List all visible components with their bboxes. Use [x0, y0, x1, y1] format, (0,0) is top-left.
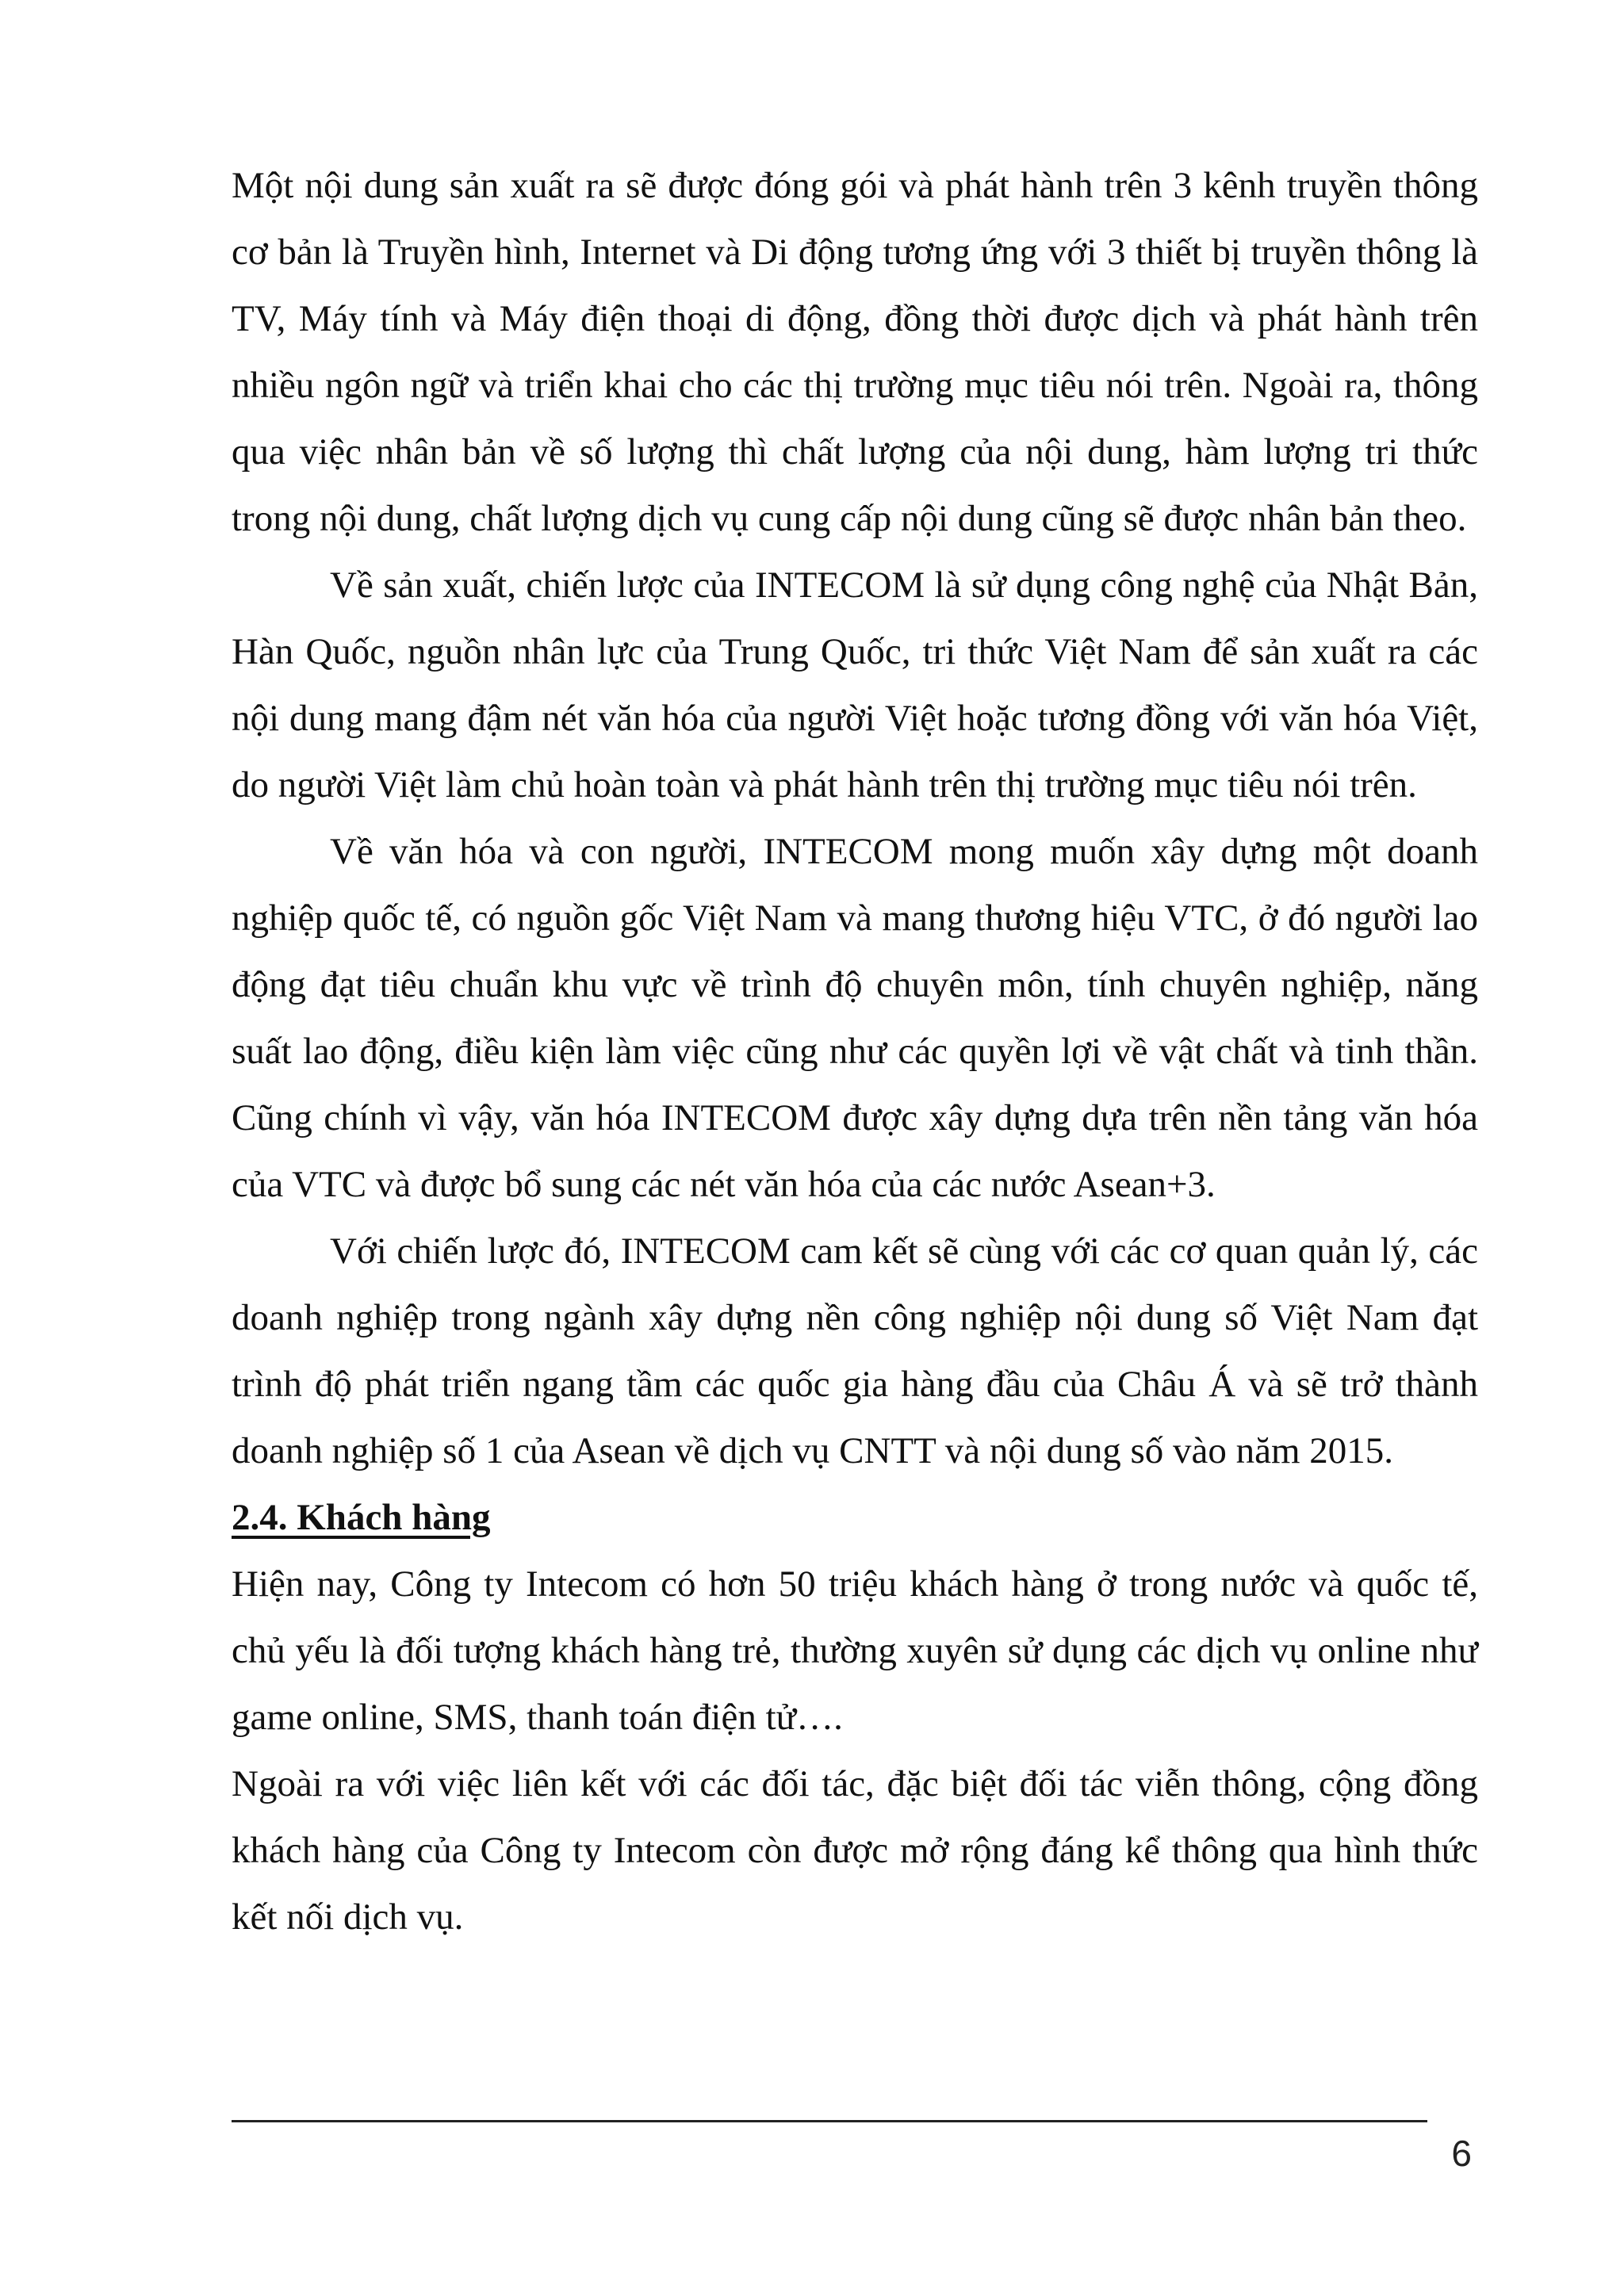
- paragraph-culture-people: Về văn hóa và con người, INTECOM mong muốn xây dựng một doanh nghiệp quốc tế, có nguồn gốc Việt Nam và mang thương hiệu VTC, ở đó người lao động đạt tiêu chuẩn khu vực về trình độ chuyên môn, tính chuyên nghiệp, năng suất lao động, điều kiện làm việc cũng như các quyền lợi về vật chất và tinh thần. Cũng chính vì vậy, văn hóa INTECOM được xây dựng dựa trên nền tảng văn hóa của VTC và được bổ sung các nét văn hóa của các nước Asean+3.: [232, 831, 1478, 1205]
- paragraph-content-distribution: Một nội dung sản xuất ra sẽ được đóng gói và phát hành trên 3 kênh truyền thông cơ bản là Truyền hình, Internet và Di động tương ứng với 3 thiết bị truyền thông là TV, Máy tính và Máy điện thoại di động, đồng thời được dịch và phát hành trên nhiều ngôn ngữ và triển khai cho các thị trường mục tiêu nói trên. Ngoài ra, thông qua việc nhân bản về số lượng thì chất lượng của nội dung, hàm lượng tri thức trong nội dung, chất lượng dịch vụ cung cấp nội dung cũng sẽ được nhân bản theo.: [232, 165, 1478, 539]
- paragraph-customer-base: Hiện nay, Công ty Intecom có hơn 50 triệu khách hàng ở trong nước và quốc tế, chủ yếu là đối tượng khách hàng trẻ, thường xuyên sử dụng các dịch vụ online như game online, SMS, thanh toán điện tử….: [232, 1563, 1478, 1738]
- paragraph-commitment: Với chiến lược đó, INTECOM cam kết sẽ cùng với các cơ quan quản lý, các doanh nghiệp trong ngành xây dựng nền công nghiệp nội dung số Việt Nam đạt trình độ phát triển ngang tầm các quốc gia hàng đầu của Châu Á và sẽ trở thành doanh nghiệp số 1 của Asean về dịch vụ CNTT và nội dung số vào năm 2015.: [232, 1230, 1478, 1471]
- page-body: [232, 152, 1478, 1950]
- footer-divider: [232, 2120, 1427, 2122]
- paragraph-partner-expansion: Ngoài ra với việc liên kết với các đối tác, đặc biệt đối tác viễn thông, cộng đồng khách hàng của Công ty Intecom còn được mở rộng đáng kể thông qua hình thức kết nối dịch vụ.: [232, 1763, 1478, 1938]
- page-number: 6: [1451, 2133, 1472, 2174]
- section-heading-customers: 2.4. Khách hàng: [232, 1497, 491, 1538]
- paragraph-production-strategy: Về sản xuất, chiến lược của INTECOM là sử dụng công nghệ của Nhật Bản, Hàn Quốc, nguồn nhân lực của Trung Quốc, tri thức Việt Nam để sản xuất ra các nội dung mang đậm nét văn hóa của người Việt hoặc tương đồng với văn hóa Việt, do người Việt làm chủ hoàn toàn và phát hành trên thị trường mục tiêu nói trên.: [232, 564, 1478, 806]
